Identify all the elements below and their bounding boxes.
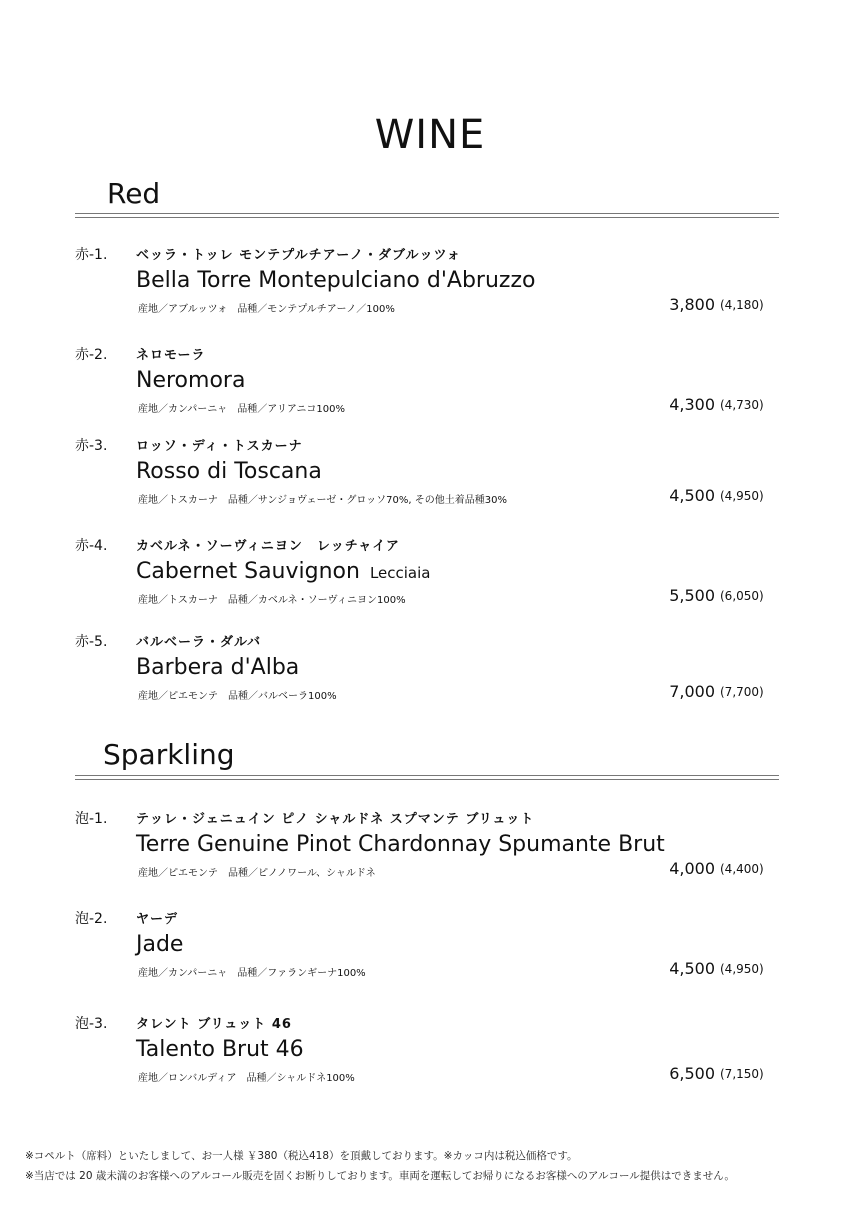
list-item — [0, 535, 860, 615]
item-kana-name: テッレ・ジェニュイン ピノ シャルドネ スプマンテ ブリュット — [136, 812, 535, 827]
list-item — [0, 244, 860, 324]
page-title: WINE — [374, 112, 486, 158]
item-number: 赤-2. — [75, 347, 108, 363]
item-price: 3,800 — [669, 295, 715, 314]
item-detail: 産地／トスカーナ 品種／サンジョヴェーゼ・グロッソ70%, その他土着品種30% — [138, 495, 507, 506]
item-kana-name: ヤーデ — [136, 912, 179, 927]
item-name-text: Terre Genuine Pinot Chardonnay Spumante Brut — [136, 832, 665, 857]
item-detail: 産地／カンパーニャ 品種／ファランギーナ100% — [138, 968, 366, 979]
section-divider — [75, 775, 779, 780]
item-detail: 産地／ピエモンテ 品種／ピノノワール、シャルドネ — [138, 868, 376, 879]
item-price-tax: (4,730) — [720, 398, 764, 412]
item-name — [136, 1037, 314, 1062]
item-price-tax: (4,950) — [720, 962, 764, 976]
item-number: 赤-3. — [75, 438, 108, 454]
list-item — [0, 1013, 860, 1093]
list-item — [0, 435, 860, 515]
item-price-tax: (4,180) — [720, 298, 764, 312]
item-name — [136, 559, 430, 584]
item-price: 4,000 — [669, 859, 715, 878]
item-number: 泡-2. — [75, 911, 108, 927]
item-price: 4,500 — [669, 486, 715, 505]
item-price-tax: (7,150) — [720, 1067, 764, 1081]
item-name-text: Barbera d'Alba — [136, 655, 300, 680]
item-price: 7,000 — [669, 682, 715, 701]
section-divider — [75, 213, 779, 218]
item-name — [136, 932, 193, 957]
item-name-text: Rosso di Toscana — [136, 459, 322, 484]
footnote-cover-charge: ※コペルト（席料）といたしまして、お一人様 ￥380（税込418）を頂戴しております。※カッコ内は税込価格です。 — [25, 1150, 578, 1162]
item-kana-name: ベッラ・トッレ モンテプルチアーノ・ダブルッツォ — [136, 248, 461, 263]
item-kana-name: ネロモーラ — [136, 348, 206, 363]
item-price: 4,500 — [669, 959, 715, 978]
item-kana-name: ロッソ・ディ・トスカーナ — [136, 439, 303, 454]
item-name-text: Talento Brut 46 — [136, 1037, 304, 1062]
item-kana-name: カベルネ・ソーヴィニヨン レッチャイア — [136, 539, 400, 554]
item-detail: 産地／トスカーナ 品種／カベルネ・ソーヴィニヨン100% — [138, 595, 406, 606]
item-price-tax: (4,950) — [720, 489, 764, 503]
footnote-alcohol-policy: ※当店では 20 歳未満のお客様へのアルコール販売を固くお断りしております。車両を運転してお帰りになるお客様へのアルコール提供はできません。 — [25, 1170, 735, 1182]
item-number: 赤-4. — [75, 538, 108, 554]
item-detail: 産地／カンパーニャ 品種／アリアニコ100% — [138, 404, 345, 415]
item-name-text: Neromora — [136, 368, 246, 393]
section-heading-red: Red — [107, 177, 161, 210]
item-detail: 産地／アブルッツォ 品種／モンテプルチアーノ／100% — [138, 304, 395, 315]
item-name — [136, 268, 545, 293]
list-item — [0, 344, 860, 424]
item-price-tax: (7,700) — [720, 685, 764, 699]
item-price-tax: (4,400) — [720, 862, 764, 876]
item-number: 泡-3. — [75, 1016, 108, 1032]
item-price: 5,500 — [669, 586, 715, 605]
item-price: 6,500 — [669, 1064, 715, 1083]
item-name — [136, 832, 675, 857]
list-item — [0, 908, 860, 988]
list-item — [0, 808, 860, 888]
item-detail: 産地／ピエモンテ 品種／バルベーラ100% — [138, 691, 337, 702]
list-item — [0, 631, 860, 711]
item-name — [136, 459, 332, 484]
item-subname: Lecciaia — [369, 564, 431, 582]
item-kana-name: バルベーラ・ダルバ — [136, 635, 262, 650]
item-name-text: Jade — [136, 932, 184, 957]
item-name — [136, 655, 309, 680]
item-number: 赤-5. — [75, 634, 108, 650]
item-detail: 産地／ロンバルディア 品種／シャルドネ100% — [138, 1073, 355, 1084]
item-name-text: Bella Torre Montepulciano d'Abruzzo — [136, 268, 536, 293]
item-name-text: Cabernet Sauvignon — [136, 559, 360, 584]
item-name — [136, 368, 255, 393]
item-kana-name: タレント ブリュット 46 — [136, 1017, 292, 1032]
item-price: 4,300 — [669, 395, 715, 414]
item-number: 泡-1. — [75, 811, 108, 827]
item-number: 赤-1. — [75, 247, 108, 263]
item-price-tax: (6,050) — [720, 589, 764, 603]
section-heading-sparkling: Sparkling — [103, 738, 235, 771]
